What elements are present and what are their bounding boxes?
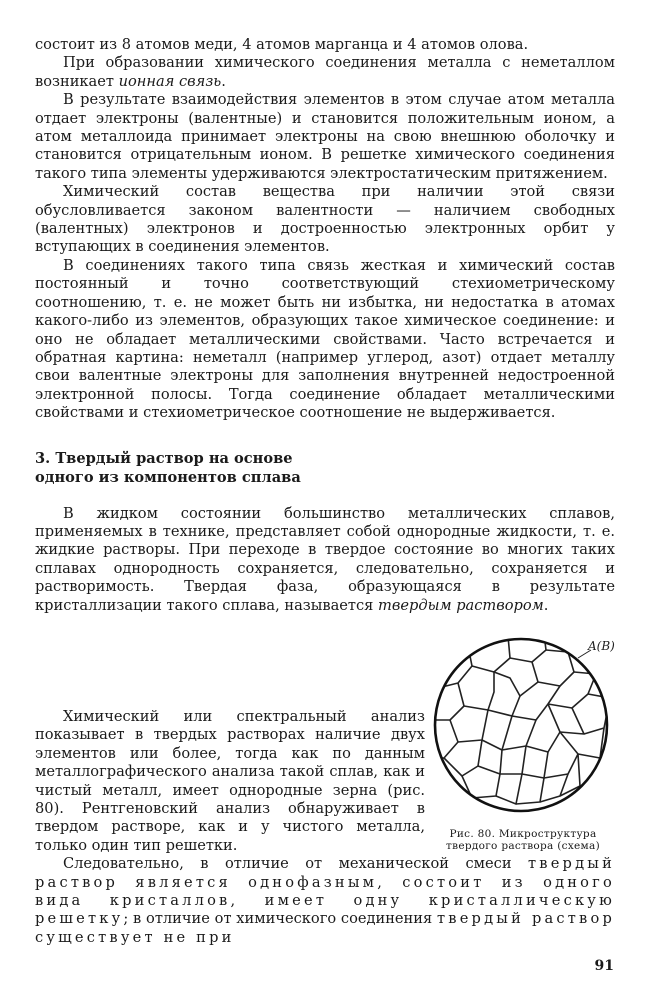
paragraph-analysis [35,708,425,855]
page-number: 91 [594,958,614,974]
paragraph-conclusion [35,855,615,947]
figure-label: A(B) [588,639,615,653]
paragraph-liquid-state-text-a: В жидком состоянии большинство металлических сплавов, применяемых в технике, представляет собой однородные жидкости, т. е. жидкие растворы. При переходе в твердое состояние во многих таких сплавах однородность сохраняется, следовательно, сохраняется и растворимость. Твердая фаза, образующаяся в результате кристаллизации такого сплава, называется [35,504,615,614]
paragraph-ionic-bond [35,54,615,91]
term-solid-solution: твердым раствором [378,596,544,614]
spaced-emphasis-1: твердый раствор является однофазным, состоит из одного вида кристаллов, имеет одну кристаллическую решетку [35,855,615,928]
paragraph-interaction: В результате взаимодействия элементов в этом случае атом металла отдает электроны (валентные) и становится положительным ионом, а атом металлоида принимает электроны на свою внешнюю оболочку и становится отрицательным ионом. В решетке химического соединения такого типа элементы удерживаются электростатическим притяжением. [35,91,615,182]
paragraph-analysis-text: Химический или спектральный анализ показывает в твердых растворах наличие двух элементов или более, тогда как по данным металлографического анализа такой сплав, как и чистый металл, имеет однородные зерна (рис. 80). Рентгеновский анализ обнаруживает в твердом растворе, как и у чистого металла, только один тип решетки. [35,708,425,854]
spaced-emphasis-2: твердый раствор существует не при [35,910,615,946]
paragraph-liquid-state [35,505,615,615]
term-ionic-bond: ионная связь [118,72,222,90]
paragraph-conclusion-start: Следовательно, в отличие от механической смеси [63,855,528,873]
paragraph-liquid-state-end: . [543,596,549,614]
paragraph-ionic-bond-text: При образовании химического соединения металла с неметаллом возникает [35,54,615,90]
paragraph-stoichiometry: В соединениях такого типа связь жесткая и химический состав постоянный и точно соответствующий стехиометрическому соотношению, т. е. не может быть ни избытка, ни недостатка в атомах какого-либо из элементов, образующих такое химическое соединение: и оно не обладает металлическими свойствами. Часто встречается и обратная картина: неметалл (например углерод, азот) отдает металлу свои валентные электроны для заполнения внутренней недостроенной электронной полосы. Тогда соединение обладает металлическими свойствами и стехиометрическое соотношение не выдерживается. [35,256,615,422]
paragraph-continuation: состоит из 8 атомов меди, 4 атомов марганца и 4 атомов олова. [35,36,529,53]
paragraph-valence: Химический состав вещества при наличии этой связи обусловливается законом валентности — наличием свободных (валентных) электронов и достроенностью электронных орбит у вступающих в соединения элементов. [35,183,615,256]
paragraph-ionic-bond-end: . [221,72,226,90]
page-body-lower [35,708,615,947]
page-body [35,36,615,615]
figure-caption: Рис. 80. Микроструктура твердого раствора (схема) [446,828,600,852]
section-heading: 3. Твердый раствор на основе одного из компонентов сплава [35,449,301,486]
paragraph-conclusion-mid: ; в отличие от химического соединения [123,910,437,928]
